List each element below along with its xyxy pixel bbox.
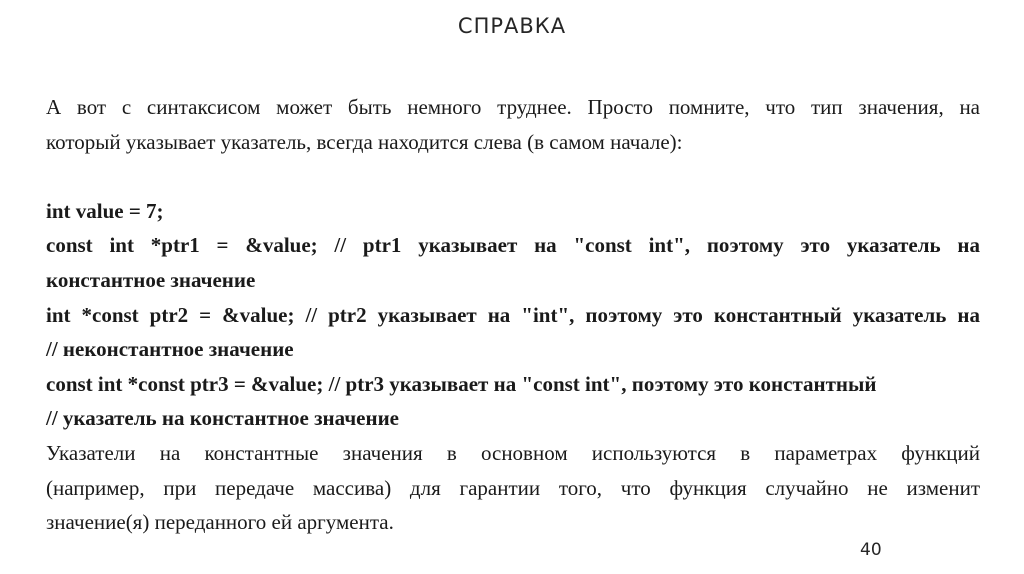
code-line-6: const int *const ptr3 = &value; // ptr3 указывает на "const int", поэтому это константный [46, 371, 877, 396]
blank-line [46, 159, 980, 194]
slide-content [46, 90, 980, 540]
code-line-5: // неконстантное значение [46, 337, 294, 362]
intro-paragraph [46, 90, 980, 159]
outro-line-1: Указатели на константные значения в основном используются в параметрах функций [46, 440, 980, 465]
intro-line-1: А вот с синтаксисом может быть немного труднее. Просто помните, что тип значения, на [46, 95, 980, 119]
code-line-3: константное значение [46, 267, 256, 292]
code-line-7: // указатель на константное значение [46, 406, 400, 431]
code-line-1: int value = 7; [46, 198, 164, 223]
code-line-2: const int *ptr1 = &value; // ptr1 указывает на "const int", поэтому это указатель на [46, 233, 980, 258]
slide-title: СПРАВКА [457, 14, 567, 38]
outro-paragraph [46, 436, 980, 540]
code-block [46, 194, 980, 436]
outro-line-2: (например, при передаче массива) для гарантии того, что функция случайно не изменит [46, 475, 980, 500]
code-line-4: int *const ptr2 = &value; // ptr2 указывает на "int", поэтому это константный указатель на [46, 302, 980, 327]
page-number: 40 [860, 540, 882, 560]
intro-line-2: который указывает указатель, всегда находится слева (в самом начале): [46, 129, 683, 154]
outro-line-3: значение(я) переданного ей аргумента. [46, 510, 394, 535]
